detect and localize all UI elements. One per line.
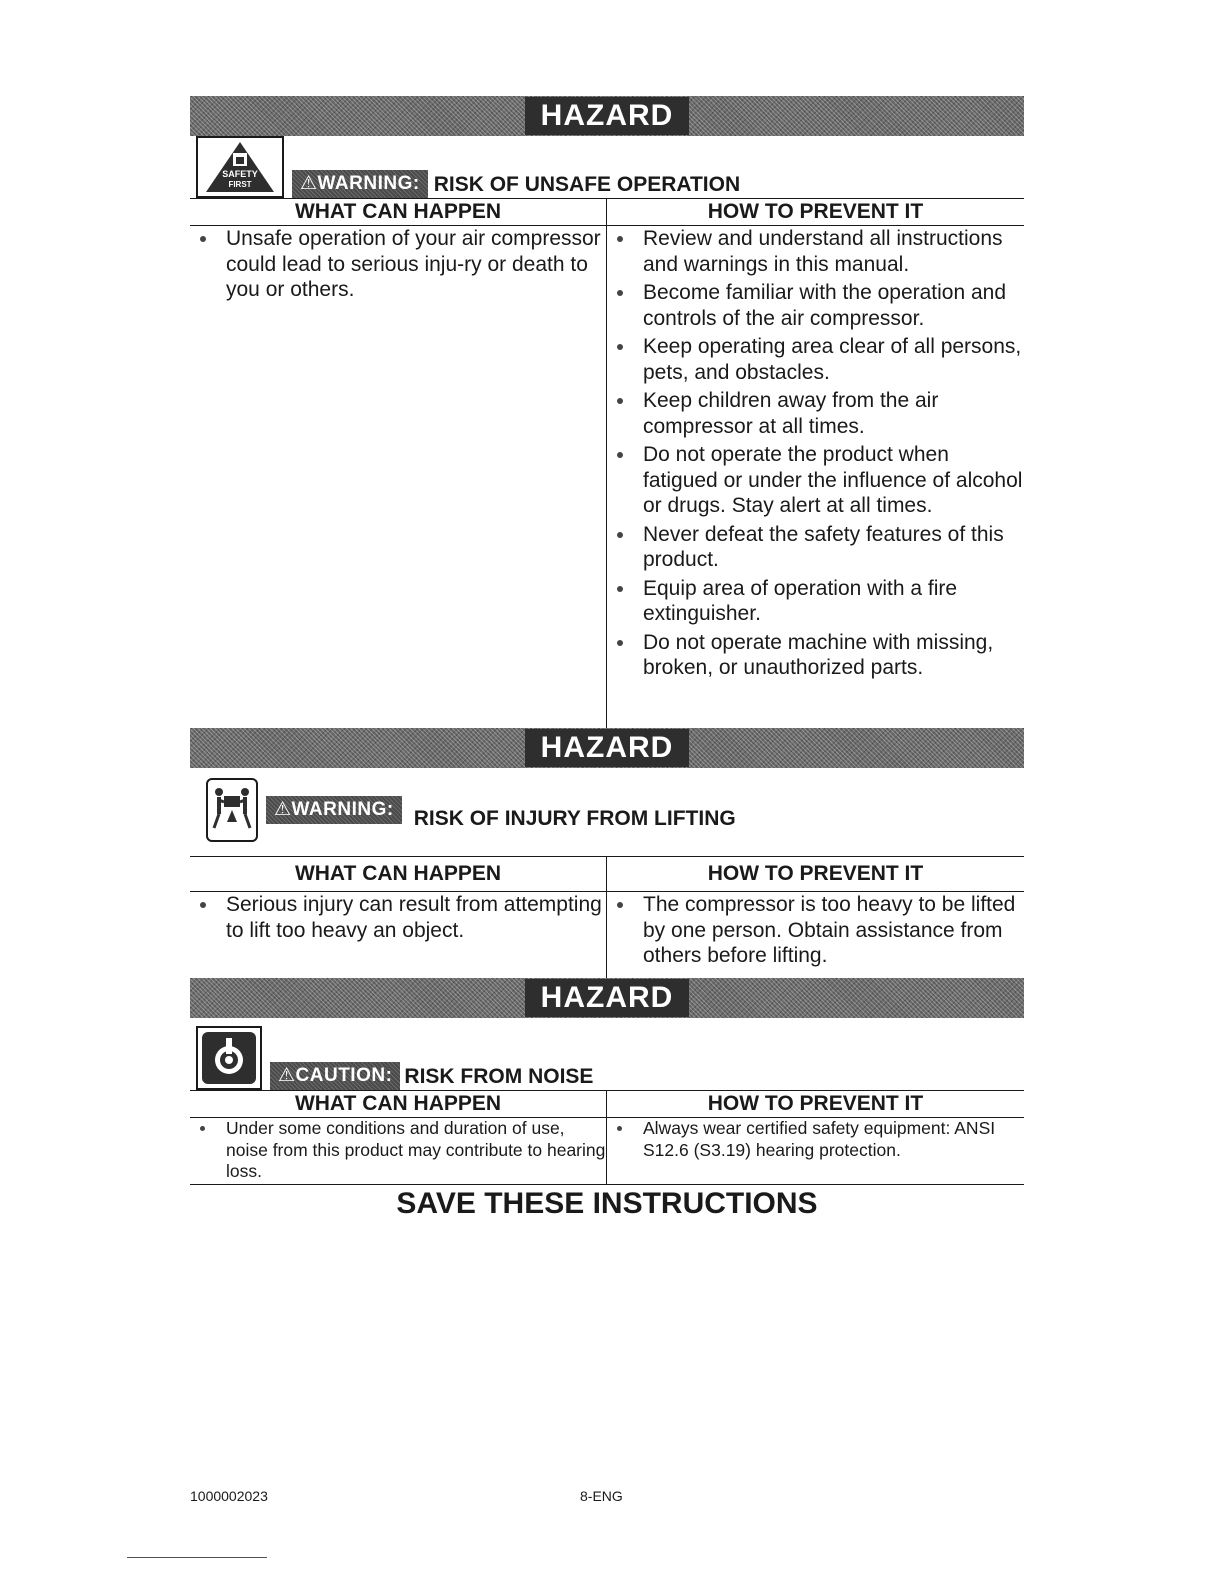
list-item: Unsafe operation of your air compressor could lead to serious inju-ry or death to you or others.: [190, 226, 606, 303]
list-item: Under some conditions and duration of use, noise from this product may contribute to hearing loss.: [190, 1118, 606, 1183]
risk-title: RISK OF INJURY FROM LIFTING: [413, 807, 736, 830]
hazard-label: HAZARD: [525, 97, 690, 135]
warning-badge: ⚠WARNING:: [266, 796, 402, 824]
col-what-can-happen: WHAT CAN HAPPEN: [190, 1091, 607, 1118]
col-how-to-prevent: HOW TO PREVENT IT: [607, 1091, 1025, 1118]
two-person-lift-icon: [206, 778, 258, 842]
hazard-heading: [190, 136, 1024, 198]
safety-first-icon: [196, 136, 284, 198]
prevent-list: [607, 226, 1024, 681]
list-item: Equip area of operation with a fire extinguisher.: [607, 576, 1024, 627]
hazard-heading: [190, 1018, 1024, 1090]
page-number: 8-ENG: [580, 1488, 623, 1504]
table-bottom-rule: [190, 1184, 1024, 1185]
manual-page: [190, 96, 1024, 1221]
caution-badge: ⚠CAUTION:: [270, 1062, 400, 1090]
hearing-protection-icon: [196, 1026, 262, 1090]
risk-title: RISK FROM NOISE: [404, 1065, 594, 1088]
hazard-banner: [190, 96, 1024, 136]
list-item: Serious injury can result from attempting to lift too heavy an object.: [190, 892, 606, 943]
list-item: The compressor is too heavy to be lifted by one person. Obtain assistance from others before lifting.: [607, 892, 1024, 969]
happen-list: [190, 1118, 606, 1183]
list-item: Become familiar with the operation and controls of the air compressor.: [607, 280, 1024, 331]
prevent-list: [607, 892, 1024, 969]
col-what-can-happen: WHAT CAN HAPPEN: [190, 199, 607, 226]
hazard-table: [190, 198, 1024, 728]
hazard-heading: [190, 768, 1024, 848]
hazard-banner: [190, 728, 1024, 768]
warning-badge: ⚠WARNING:: [292, 170, 428, 198]
list-item: Never defeat the safety features of this product.: [607, 522, 1024, 573]
save-instructions-heading: SAVE THESE INSTRUCTIONS: [396, 1187, 818, 1220]
col-how-to-prevent: HOW TO PREVENT IT: [607, 199, 1025, 226]
svg-text:FIRST: FIRST: [228, 180, 252, 189]
col-how-to-prevent: HOW TO PREVENT IT: [607, 857, 1025, 892]
hazard-table: [190, 1090, 1024, 1184]
footnote-rule: [127, 1557, 267, 1558]
svg-text:SAFETY: SAFETY: [222, 169, 258, 179]
list-item: Always wear certified safety equipment: ANSI S12.6 (S3.19) hearing protection.: [607, 1118, 1024, 1161]
document-number: 1000002023: [190, 1488, 268, 1504]
list-item: Keep operating area clear of all persons, pets, and obstacles.: [607, 334, 1024, 385]
hazard-banner: [190, 978, 1024, 1018]
happen-list: [190, 226, 606, 303]
hazard-table: [190, 856, 1024, 978]
col-what-can-happen: WHAT CAN HAPPEN: [190, 857, 607, 892]
risk-title: RISK OF UNSAFE OPERATION: [433, 173, 741, 196]
happen-list: [190, 892, 606, 943]
hazard-label: HAZARD: [525, 729, 690, 767]
list-item: Keep children away from the air compressor at all times.: [607, 388, 1024, 439]
prevent-list: [607, 1118, 1024, 1161]
list-item: Do not operate machine with missing, broken, or unauthorized parts.: [607, 630, 1024, 681]
list-item: Review and understand all instructions and warnings in this manual.: [607, 226, 1024, 277]
list-item: Do not operate the product when fatigued or under the influence of alcohol or drugs. Stay alert at all times.: [607, 442, 1024, 519]
hazard-label: HAZARD: [525, 979, 690, 1017]
